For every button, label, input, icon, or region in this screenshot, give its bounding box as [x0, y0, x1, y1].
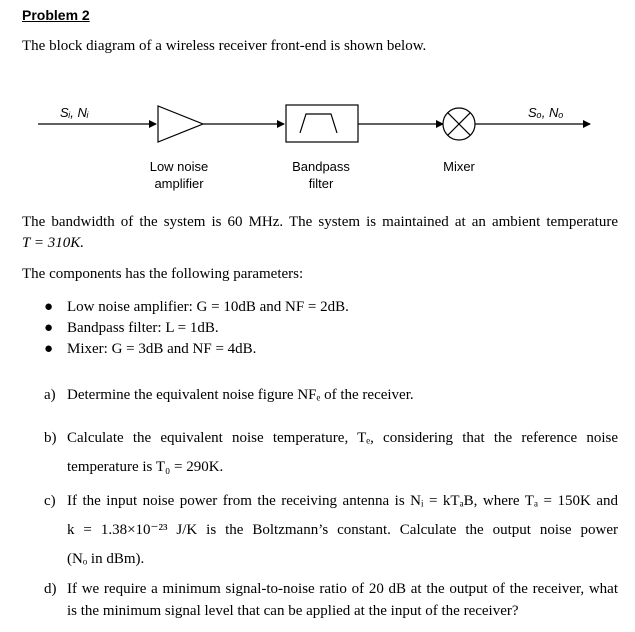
question-line: (Nₒ in dBm). [67, 551, 145, 567]
output-label: Sₒ, Nₒ [528, 105, 564, 120]
question-b [44, 424, 618, 482]
question-label: a) [44, 387, 56, 403]
question-line: temperature is T₀ = 290K. [67, 459, 224, 475]
bandwidth-line-2: T = 310K. [22, 235, 84, 251]
question-line: Calculate the equivalent noise temperature, Tₑ, considering that the reference noise [67, 430, 618, 446]
question-text: Determine the equivalent noise figure NFₑ of the receiver. [67, 387, 414, 403]
bpf-label-2: filter [308, 176, 334, 191]
list-item: ● Low noise amplifier: G = 10dB and NF = 2dB. [44, 297, 349, 318]
question-a [44, 387, 618, 404]
components-list [44, 297, 349, 360]
lna-label-1: Low noise [149, 159, 209, 174]
input-label: Sᵢ, Nᵢ [60, 105, 89, 120]
question-label: b) [44, 430, 57, 446]
list-item: ● Bandpass filter: L = 1dB. [44, 318, 349, 339]
question-label: d) [44, 581, 57, 597]
problem-title: Problem 2 [22, 7, 90, 23]
question-line: If we require a minimum signal-to-noise ratio of 20 dB at the output of the receiver, what [67, 581, 618, 597]
intro-text: The block diagram of a wireless receiver front-end is shown below. [22, 38, 427, 54]
components-heading: The components has the following parameters: [22, 266, 304, 282]
bpf-box [286, 105, 358, 142]
question-label: c) [44, 493, 56, 509]
list-item: ● Mixer: G = 3dB and NF = 4dB. [44, 339, 349, 360]
question-line: is the minimum signal level that can be applied at the input of the receiver? [67, 603, 519, 619]
bullet-icon: ● [44, 320, 54, 336]
bandwidth-paragraph [22, 212, 618, 254]
bandwidth-line-1: The bandwidth of the system is 60 MHz. The system is maintained at an ambient temperature [22, 214, 618, 230]
bullet-icon: ● [44, 299, 54, 315]
block-diagram [0, 95, 635, 205]
lna-label-2: amplifier [154, 176, 204, 191]
question-d [44, 578, 618, 622]
mixer-label: Mixer [443, 159, 475, 174]
question-line: k = 1.38×10⁻²³ J/K is the Boltzmann’s constant. Calculate the output noise power [67, 522, 618, 538]
bullet-icon: ● [44, 341, 54, 357]
question-line: If the input noise power from the receiving antenna is Nᵢ = kTₐB, where Tₐ = 150K and [67, 493, 618, 509]
lna-triangle [158, 106, 203, 142]
bpf-label-1: Bandpass [292, 159, 350, 174]
question-c [44, 487, 618, 574]
